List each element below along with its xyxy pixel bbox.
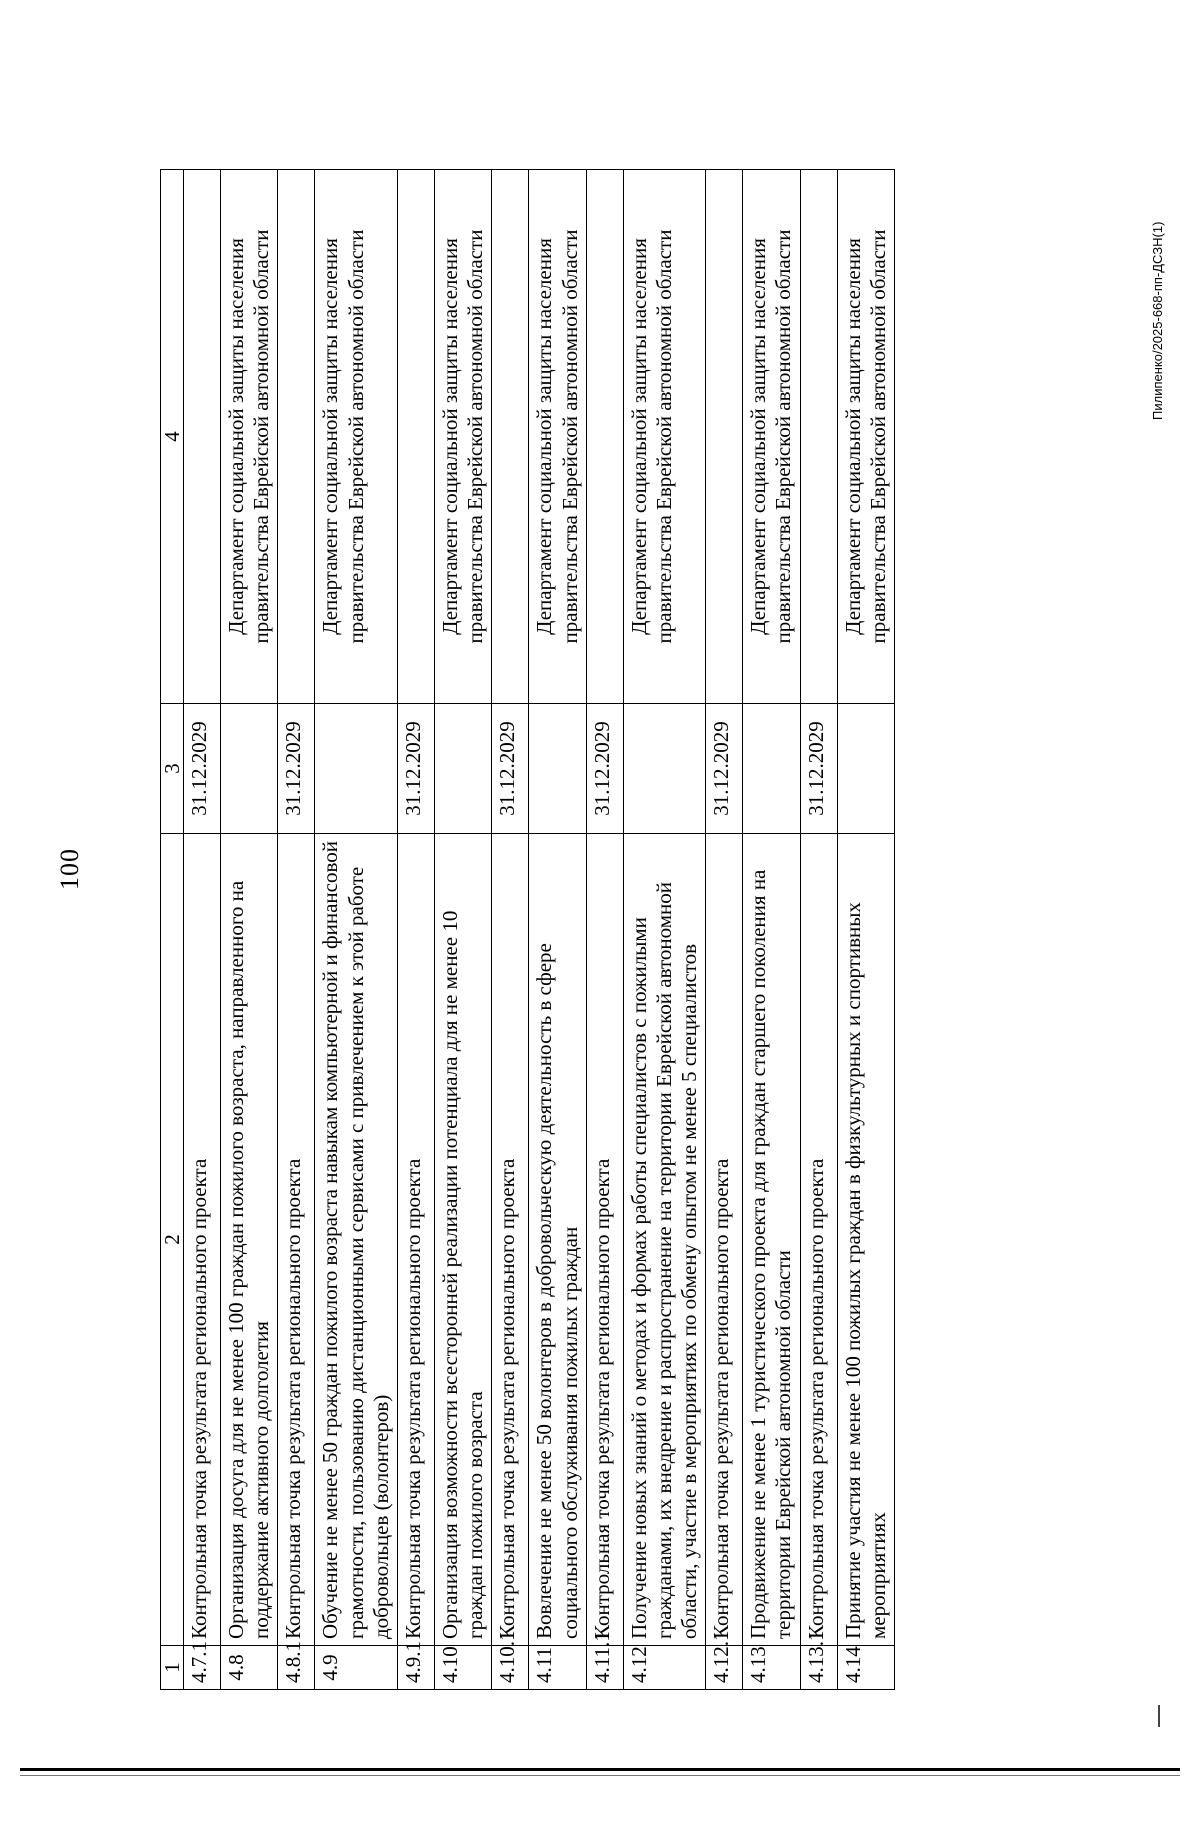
table-row	[434, 170, 491, 1690]
table-row	[278, 170, 315, 1690]
row-date: 31.12.2029	[586, 704, 623, 834]
bottom-rule-thin	[20, 1775, 1180, 1776]
row-description: Контрольная точка результата регионального проекта	[706, 834, 743, 1646]
row-number: 4.8	[221, 1646, 278, 1690]
row-number: 4.13.1	[800, 1646, 837, 1690]
row-responsible	[397, 170, 434, 704]
row-responsible: Департамент социальной защиты населения правительства Еврейской автономной области	[221, 170, 278, 704]
row-date	[837, 704, 894, 834]
row-date	[529, 704, 586, 834]
header-col-1: 1	[161, 1646, 184, 1690]
table-row	[397, 170, 434, 1690]
row-responsible	[800, 170, 837, 704]
row-responsible	[492, 170, 529, 704]
row-number: 4.9.1	[397, 1646, 434, 1690]
row-date: 31.12.2029	[278, 704, 315, 834]
row-description: Организация возможности всесторонней реализации потенциала для не менее 10 граждан пожилого возраста	[434, 834, 491, 1646]
table-header-row	[161, 170, 184, 1690]
table-row	[800, 170, 837, 1690]
row-description: Контрольная точка результата регионального проекта	[800, 834, 837, 1646]
row-description: Обучение не менее 50 граждан пожилого возраста навыкам компьютерной и финансовой грамотности, пользованию дистанционными сервисами с привлечением к этой работе добровольцев (волонтеров)	[315, 834, 398, 1646]
row-description: Контрольная точка результата регионального проекта	[184, 834, 221, 1646]
row-responsible	[706, 170, 743, 704]
row-description: Принятие участия не менее 100 пожилых граждан в физкультурных и спортивных мероприятиях	[837, 834, 894, 1646]
row-responsible	[586, 170, 623, 704]
row-date: 31.12.2029	[706, 704, 743, 834]
row-date: 31.12.2029	[184, 704, 221, 834]
table-row	[743, 170, 800, 1690]
row-date	[434, 704, 491, 834]
row-number: 4.10.1	[492, 1646, 529, 1690]
page-number: 100	[55, 848, 84, 890]
row-responsible: Департамент социальной защиты населения правительства Еврейской автономной области	[837, 170, 894, 704]
table-row	[184, 170, 221, 1690]
row-description: Продвижение не менее 1 туристического проекта для граждан старшего поколения на территории Еврейской автономной области	[743, 834, 800, 1646]
row-number: 4.12	[623, 1646, 706, 1690]
header-col-2: 2	[161, 834, 184, 1646]
table-row	[221, 170, 278, 1690]
row-date	[221, 704, 278, 834]
rotated-table-container	[160, 170, 1105, 1690]
row-number: 4.14	[837, 1646, 894, 1690]
row-number: 4.11	[529, 1646, 586, 1690]
table-row	[529, 170, 586, 1690]
table-row	[706, 170, 743, 1690]
margin-mark	[1158, 1705, 1160, 1727]
row-responsible: Департамент социальной защиты населения правительства Еврейской автономной области	[529, 170, 586, 704]
row-date	[743, 704, 800, 834]
row-responsible: Департамент социальной защиты населения правительства Еврейской автономной области	[434, 170, 491, 704]
row-number: 4.8.1	[278, 1646, 315, 1690]
table-row	[837, 170, 894, 1690]
row-number: 4.7.1	[184, 1646, 221, 1690]
row-responsible: Департамент социальной защиты населения правительства Еврейской автономной области	[623, 170, 706, 704]
table-row	[315, 170, 398, 1690]
document-footer-code: Пилипенко/2025-668-пп-ДСЗН(1)	[1150, 221, 1165, 420]
table-row	[623, 170, 706, 1690]
plan-table	[160, 169, 895, 1690]
row-description: Контрольная точка результата регионального проекта	[586, 834, 623, 1646]
row-responsible: Департамент социальной защиты населения правительства Еврейской автономной области	[743, 170, 800, 704]
row-description: Контрольная точка результата регионального проекта	[397, 834, 434, 1646]
row-date: 31.12.2029	[492, 704, 529, 834]
row-responsible	[278, 170, 315, 704]
row-number: 4.11.1	[586, 1646, 623, 1690]
row-date: 31.12.2029	[397, 704, 434, 834]
row-date: 31.12.2029	[800, 704, 837, 834]
row-description: Получение новых знаний о методах и формах работы специалистов с пожилыми гражданами, их внедрение и распространение на территории Еврейской автономной области, участие в мероприятиях по обмену опытом не менее 5 специалистов	[623, 834, 706, 1646]
row-description: Организация досуга для не менее 100 граждан пожилого возраста, направленного на поддержание активного долголетия	[221, 834, 278, 1646]
table-row	[586, 170, 623, 1690]
header-col-4: 4	[161, 170, 184, 704]
row-number: 4.10	[434, 1646, 491, 1690]
row-description: Контрольная точка результата регионального проекта	[278, 834, 315, 1646]
row-description: Вовлечение не менее 50 волонтеров в добровольческую деятельность в сфере социального обслуживания пожилых граждан	[529, 834, 586, 1646]
row-date	[623, 704, 706, 834]
header-col-3: 3	[161, 704, 184, 834]
row-number: 4.13	[743, 1646, 800, 1690]
row-responsible: Департамент социальной защиты населения правительства Еврейской автономной области	[315, 170, 398, 704]
bottom-rule	[20, 1768, 1180, 1771]
row-number: 4.12.1	[706, 1646, 743, 1690]
row-description: Контрольная точка результата регионального проекта	[492, 834, 529, 1646]
table-row	[492, 170, 529, 1690]
row-date	[315, 704, 398, 834]
row-number: 4.9	[315, 1646, 398, 1690]
row-responsible	[184, 170, 221, 704]
